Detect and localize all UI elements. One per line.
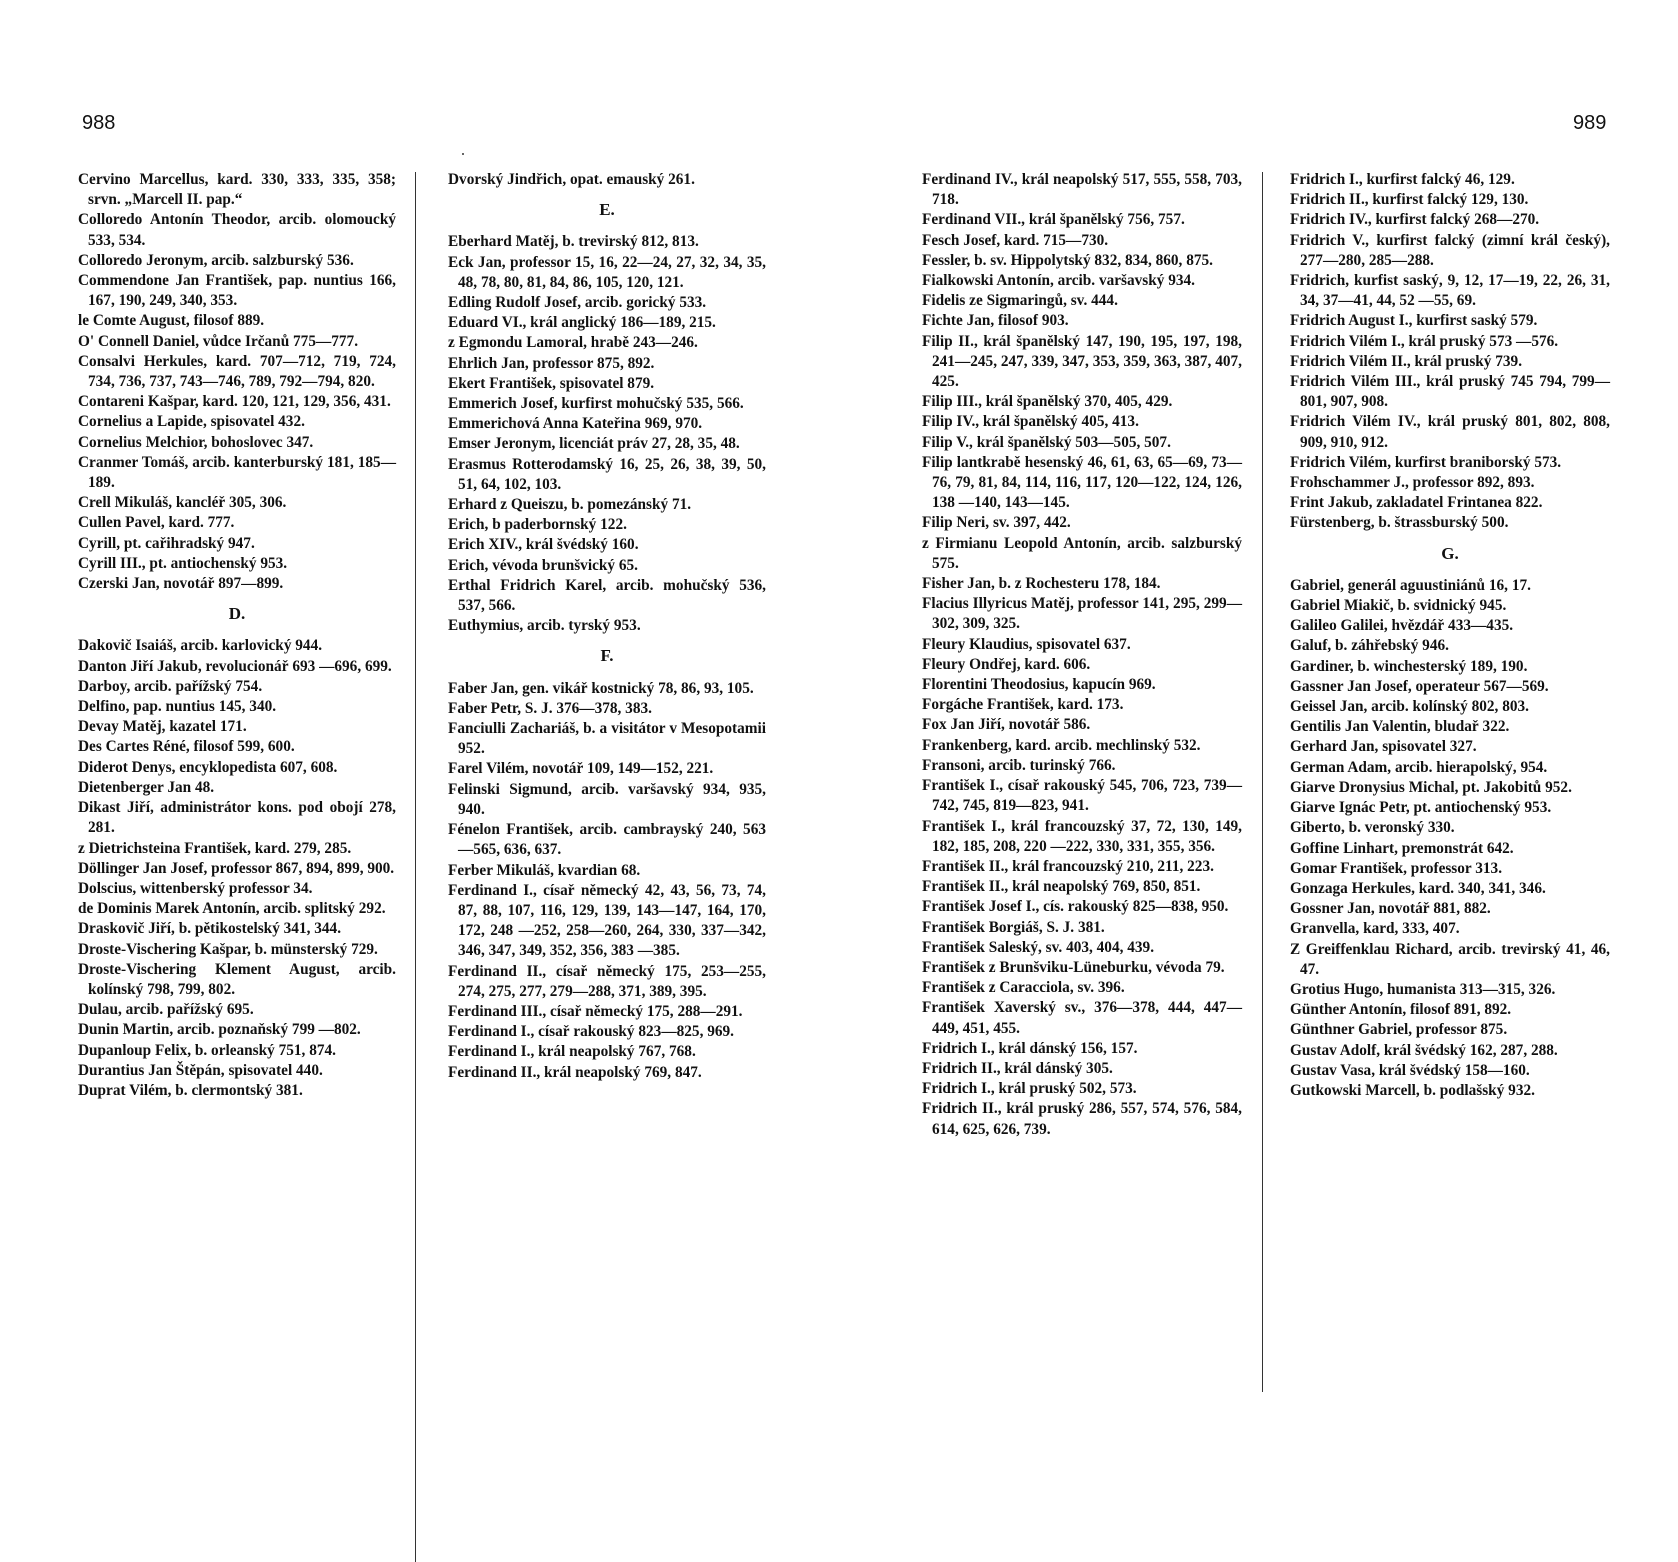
index-entry: František z Brunšviku-Lüneburku, vévoda 79. [922, 958, 1225, 976]
index-entry: František Borgiáš, S. J. 381. [922, 918, 1105, 936]
index-entry: Filip Neri, sv. 397, 442. [922, 514, 1071, 532]
index-entry: Frohschammer J., professor 892, 893. [1290, 474, 1535, 492]
scan-speck [462, 153, 464, 155]
index-entry: Cornelius Melchior, bohoslovec 347. [78, 433, 314, 451]
index-entry: Galuf, b. záhřebský 946. [1290, 637, 1449, 655]
index-entry: František Xaverský sv., 376—378, 444, 447—449, 451, 455. [922, 999, 1242, 1037]
index-entry: Commendone Jan František, pap. nuntius 166, 167, 190, 249, 340, 353. [78, 272, 396, 310]
index-entry: František II., král neapolský 769, 850, 851. [922, 878, 1201, 896]
index-entry: Fidelis ze Sigmaringů, sv. 444. [922, 292, 1118, 310]
index-entry: Gustav Adolf, král švédský 162, 287, 288. [1290, 1041, 1558, 1059]
index-entry: Fisher Jan, b. z Rochesteru 178, 184. [922, 575, 1161, 593]
letter-heading: D. [228, 604, 246, 624]
index-entry: Gossner Jan, novotář 881, 882. [1290, 900, 1491, 918]
index-entry: Gassner Jan Josef, operateur 567—569. [1290, 677, 1549, 695]
index-entry: z Egmondu Lamoral, hrabě 243—246. [448, 334, 698, 352]
index-entry: Ferdinand I., král neapolský 767, 768. [448, 1043, 696, 1061]
index-entry: Fridrich Vilém IV., král pruský 801, 802, 808, 909, 910, 912. [1290, 413, 1610, 451]
index-entry: František Saleský, sv. 403, 404, 439. [922, 938, 1155, 956]
index-entry: Fichte Jan, filosof 903. [922, 312, 1069, 330]
index-entry: Eck Jan, professor 15, 16, 22—24, 27, 32, 34, 35, 48, 78, 80, 81, 84, 86, 105, 120, 121. [448, 253, 766, 291]
index-entry: Cranmer Tomáš, arcib. kanterburský 181, 185—189. [78, 453, 396, 492]
index-entry: Droste-Vischering Klement August, arcib. kolínský 798, 799, 802. [78, 960, 396, 998]
index-entry: Dakovič Isaiáš, arcib. karlovický 944. [78, 637, 323, 655]
index-entry: Delfino, pap. nuntius 145, 340. [78, 698, 277, 716]
index-entry: Fessler, b. sv. Hippolytský 832, 834, 860, 875. [922, 251, 1213, 269]
index-entry: Devay Matěj, kazatel 171. [78, 718, 247, 736]
index-entry: Gardiner, b. winchesterský 189, 190. [1290, 657, 1528, 675]
index-entry: Dikast Jiří, administrátor kons. pod obojí 278, 281. [78, 799, 396, 837]
index-entry: Fridrich I., král dánský 156, 157. [922, 1039, 1138, 1057]
index-entry: Filip II., král španělský 147, 190, 195, 197, 198, 241—245, 247, 339, 347, 353, 359, 363, 387, 407, 425. [922, 332, 1242, 391]
index-column-3 [922, 170, 1242, 1140]
index-entry: Filip V., král španělský 503—505, 507. [922, 433, 1171, 451]
index-column-4 [1290, 170, 1610, 1101]
index-entry: Fanciulli Zachariáš, b. a visitátor v Mesopotamii 952. [448, 720, 766, 758]
index-entry: Diderot Denys, encyklopedista 607, 608. [78, 758, 338, 776]
index-entry: Fridrich I., kurfirst falcký 46, 129. [1290, 171, 1515, 188]
index-entry: Eduard VI., král anglický 186—189, 215. [448, 314, 716, 332]
index-entry: de Dominis Marek Antonín, arcib. splitský 292. [78, 900, 386, 918]
index-entry: z Dietrichsteina František, kard. 279, 285. [78, 839, 352, 857]
index-entry: Dolscius, wittenberský professor 34. [78, 879, 313, 897]
index-entry: Dunin Martin, arcib. poznaňský 799 —802. [78, 1021, 361, 1039]
index-entry: Cornelius a Lapide, spisovatel 432. [78, 413, 305, 431]
index-entry: Fleury Ondřej, kard. 606. [922, 655, 1091, 673]
index-entry: Gonzaga Herkules, kard. 340, 341, 346. [1290, 879, 1546, 897]
index-entry: Giarve Ignác Petr, pt. antiochenský 953. [1290, 799, 1552, 817]
left-page-number: 988 [82, 112, 116, 134]
index-entry: Ferdinand III., císař německý 175, 288—291. [448, 1002, 743, 1020]
index-entry: Goffine Linhart, premonstrát 642. [1290, 839, 1514, 857]
index-entry: Farel Vilém, novotář 109, 149—152, 221. [448, 760, 714, 778]
index-entry: Fridrich Vilém, kurfirst braniborský 573. [1290, 453, 1562, 471]
index-entry: Emser Jeronym, licenciát práv 27, 28, 35, 48. [448, 435, 740, 453]
index-entry: Ferdinand I., císař německý 42, 43, 56, 73, 74, 87, 88, 107, 116, 129, 139, 143—147, 164, 170, 172, 248 —252, 258—260, 264, 330, 337—342, 346, 347, 349, 352, 356, 383 —385. [448, 881, 766, 960]
index-entry: Gerhard Jan, spisovatel 327. [1290, 738, 1477, 756]
index-entry: Gomar František, professor 313. [1290, 859, 1503, 877]
index-entry: Cervino Marcellus, kard. 330, 333, 335, 358; srvn. „Marcell II. pap.“ [78, 171, 396, 209]
index-entry: Durantius Jan Štěpán, spisovatel 440. [78, 1061, 323, 1079]
index-entry: Flacius Illyricus Matěj, professor 141, 295, 299—302, 309, 325. [922, 595, 1242, 633]
index-entry: Frint Jakub, zakladatel Frintanea 822. [1290, 494, 1543, 512]
index-entry: Fridrich Vilém II., král pruský 739. [1290, 352, 1523, 370]
index-entry: z Firmianu Leopold Antonín, arcib. salzburský 575. [922, 534, 1242, 572]
index-entry: Fridrich II., král pruský 286, 557, 574, 576, 584, 614, 625, 626, 739. [922, 1100, 1242, 1138]
index-entry: Ferber Mikuláš, kvardian 68. [448, 861, 641, 879]
index-entry: Erich, b paderbornský 122. [448, 516, 627, 534]
index-entry: Ferdinand IV., král neapolský 517, 555, 558, 703, 718. [922, 171, 1242, 209]
index-entry: Draskovič Jiří, b. pětikostelský 341, 344. [78, 920, 342, 938]
index-entry: le Comte August, filosof 889. [78, 312, 265, 330]
letter-heading: G. [1441, 543, 1459, 563]
index-entry: Eberhard Matěj, b. trevirský 812, 813. [448, 233, 699, 251]
index-entry: Fox Jan Jiří, novotář 586. [922, 716, 1091, 734]
index-entry: Giarve Dronysius Michal, pt. Jakobitů 952. [1290, 778, 1572, 796]
index-entry: Döllinger Jan Josef, professor 867, 894, 899, 900. [78, 859, 395, 877]
index-entry: Consalvi Herkules, kard. 707—712, 719, 724, 734, 736, 737, 743—746, 789, 792—794, 820. [78, 352, 396, 391]
index-entry: Günthner Gabriel, professor 875. [1290, 1021, 1508, 1039]
index-entry: Colloredo Jeronym, arcib. salzburský 536. [78, 251, 354, 269]
index-entry: Fridrich I., král pruský 502, 573. [922, 1080, 1137, 1098]
index-entry: Fridrich, kurfist saský, 9, 12, 17—19, 22, 26, 31, 34, 37—41, 44, 52 —55, 69. [1290, 272, 1610, 310]
index-entry: Dietenberger Jan 48. [78, 778, 215, 796]
index-entry: Dulau, arcib. pařížský 695. [78, 1001, 254, 1019]
index-entry: Ferdinand II., král neapolský 769, 847. [448, 1063, 702, 1081]
index-entry: Fénelon František, arcib. cambrayský 240, 563—565, 636, 637. [448, 821, 766, 859]
index-entry: Fransoni, arcib. turinský 766. [922, 756, 1116, 774]
index-entry: František I., císař rakouský 545, 706, 723, 739—742, 745, 819—823, 941. [922, 777, 1242, 815]
index-entry: O' Connell Daniel, vůdce Irčanů 775—777. [78, 332, 359, 350]
index-entry: Erich, vévoda brunšvický 65. [448, 556, 638, 574]
index-entry: Ferdinand II., císař německý 175, 253—255, 274, 275, 277, 279—288, 371, 389, 395. [448, 962, 766, 1000]
index-entry: Giberto, b. veronský 330. [1290, 819, 1455, 837]
index-entry: Fridrich Vilém I., král pruský 573 —576. [1290, 332, 1559, 350]
index-entry: Cyrill III., pt. antiochenský 953. [78, 554, 288, 572]
index-entry: Duprat Vilém, b. clermontský 381. [78, 1081, 303, 1099]
index-entry: Frankenberg, kard. arcib. mechlinský 532. [922, 736, 1201, 754]
index-entry: Erhard z Queiszu, b. pomezánský 71. [448, 496, 692, 514]
index-entry: Des Cartes Réné, filosof 599, 600. [78, 738, 295, 756]
column-divider-right [1262, 172, 1263, 1392]
index-entry: Faber Jan, gen. vikář kostnický 78, 86, 93, 105. [448, 679, 754, 697]
index-entry: Günther Antonín, filosof 891, 892. [1290, 1001, 1512, 1019]
index-entry: Galileo Galilei, hvězdář 433—435. [1290, 617, 1514, 635]
index-entry: Emmerich Josef, kurfirst mohučský 535, 566. [448, 395, 744, 413]
index-entry: Gabriel Miakič, b. svidnický 945. [1290, 597, 1507, 615]
index-entry: Fleury Klaudius, spisovatel 637. [922, 635, 1131, 653]
index-entry: Droste-Vischering Kašpar, b. münsterský 729. [78, 940, 378, 958]
index-entry: Grotius Hugo, humanista 313—315, 326. [1290, 980, 1556, 998]
index-entry: Cullen Pavel, kard. 777. [78, 514, 235, 532]
index-entry: Danton Jiří Jakub, revolucionář 693 —696, 699. [78, 657, 392, 675]
index-entry: Fialkowski Antonín, arcib. varšavský 934. [922, 272, 1195, 290]
index-entry: Dvorský Jindřich, opat. emauský 261. [448, 171, 695, 188]
index-entry: František Josef I., cís. rakouský 825—838, 950. [922, 898, 1229, 916]
index-entry: Z Greiffenklau Richard, arcib. trevirský 41, 46, 47. [1290, 940, 1610, 978]
index-column-1 [78, 170, 396, 1101]
index-entry: Fridrich IV., kurfirst falcký 268—270. [1290, 211, 1540, 229]
index-entry: Colloredo Antonín Theodor, arcib. olomoucký 533, 534. [78, 211, 396, 249]
index-entry: Euthymius, arcib. tyrský 953. [448, 617, 641, 635]
index-entry: František I., král francouzský 37, 72, 130, 149, 182, 185, 208, 220 —222, 330, 331, 355, 356. [922, 817, 1242, 855]
index-entry: Ferdinand VII., král španělský 756, 757. [922, 211, 1185, 229]
index-entry: Filip lantkrabě hesenský 46, 61, 63, 65—69, 73—76, 79, 81, 84, 114, 116, 117, 120—122, 124, 126, 138 —140, 143—145. [922, 453, 1242, 512]
letter-heading: F. [600, 646, 614, 666]
index-entry: Fridrich Vilém III., král pruský 745 794, 799—801, 907, 908. [1290, 373, 1610, 411]
index-entry: Fridrich II., král dánský 305. [922, 1059, 1113, 1077]
index-entry: Gustav Vasa, král švédský 158—160. [1290, 1061, 1530, 1079]
index-entry: Erthal Fridrich Karel, arcib. mohučský 536, 537, 566. [448, 576, 766, 615]
index-entry: Gutkowski Marcell, b. podlašský 932. [1290, 1081, 1535, 1099]
index-entry: Felinski Sigmund, arcib. varšavský 934, 935, 940. [448, 780, 766, 818]
index-entry: Ekert František, spisovatel 879. [448, 374, 655, 392]
index-entry: Fridrich V., kurfirst falcký (zimní král český), 277—280, 285—288. [1290, 231, 1610, 269]
column-divider-left [415, 172, 416, 1562]
index-entry: Filip IV., král španělský 405, 413. [922, 413, 1139, 431]
index-entry: Fesch Josef, kard. 715—730. [922, 231, 1109, 249]
index-entry: Contareni Kašpar, kard. 120, 121, 129, 356, 431. [78, 393, 391, 411]
index-entry: Cyrill, pt. cařihradský 947. [78, 534, 255, 552]
index-entry: German Adam, arcib. hierapolský, 954. [1290, 758, 1548, 776]
index-entry: Edling Rudolf Josef, arcib. gorický 533. [448, 294, 707, 312]
index-entry: Gentilis Jan Valentin, bludař 322. [1290, 718, 1510, 736]
index-entry: Florentini Theodosius, kapucín 969. [922, 676, 1156, 694]
index-entry: Filip III., král španělský 370, 405, 429. [922, 393, 1173, 411]
index-entry: Geissel Jan, arcib. kolínský 802, 803. [1290, 698, 1529, 716]
letter-heading: E. [599, 200, 615, 220]
index-entry: Dupanloup Felix, b. orleanský 751, 874. [78, 1041, 336, 1059]
right-page-number: 989 [1573, 112, 1607, 134]
index-entry: Ehrlich Jan, professor 875, 892. [448, 354, 655, 372]
index-entry: Czerski Jan, novotář 897—899. [78, 575, 284, 593]
index-entry: Emmerichová Anna Kateřina 969, 970. [448, 415, 703, 433]
index-entry: Fürstenberg, b. štrassburský 500. [1290, 514, 1509, 532]
index-entry: Fridrich August I., kurfirst saský 579. [1290, 312, 1538, 330]
index-entry: Gabriel, generál aguustiniánů 16, 17. [1290, 576, 1531, 594]
index-entry: Erich XIV., král švédský 160. [448, 536, 639, 554]
index-entry: Fridrich II., kurfirst falcký 129, 130. [1290, 191, 1529, 209]
index-entry: František II., král francouzský 210, 211, 223. [922, 857, 1214, 875]
index-entry: Ferdinand I., císař rakouský 823—825, 969. [448, 1023, 734, 1041]
index-entry: Darboy, arcib. pařížský 754. [78, 677, 263, 695]
index-entry: Faber Petr, S. J. 376—378, 383. [448, 699, 652, 717]
index-entry: Erasmus Rotterodamský 16, 25, 26, 38, 39, 50, 51, 64, 102, 103. [448, 455, 766, 493]
index-entry: Granvella, kard, 333, 407. [1290, 920, 1460, 938]
index-entry: Forgáche František, kard. 173. [922, 696, 1124, 714]
index-entry: František z Caracciola, sv. 396. [922, 979, 1125, 997]
index-column-2 [448, 170, 766, 1083]
index-entry: Crell Mikuláš, kancléř 305, 306. [78, 494, 287, 512]
